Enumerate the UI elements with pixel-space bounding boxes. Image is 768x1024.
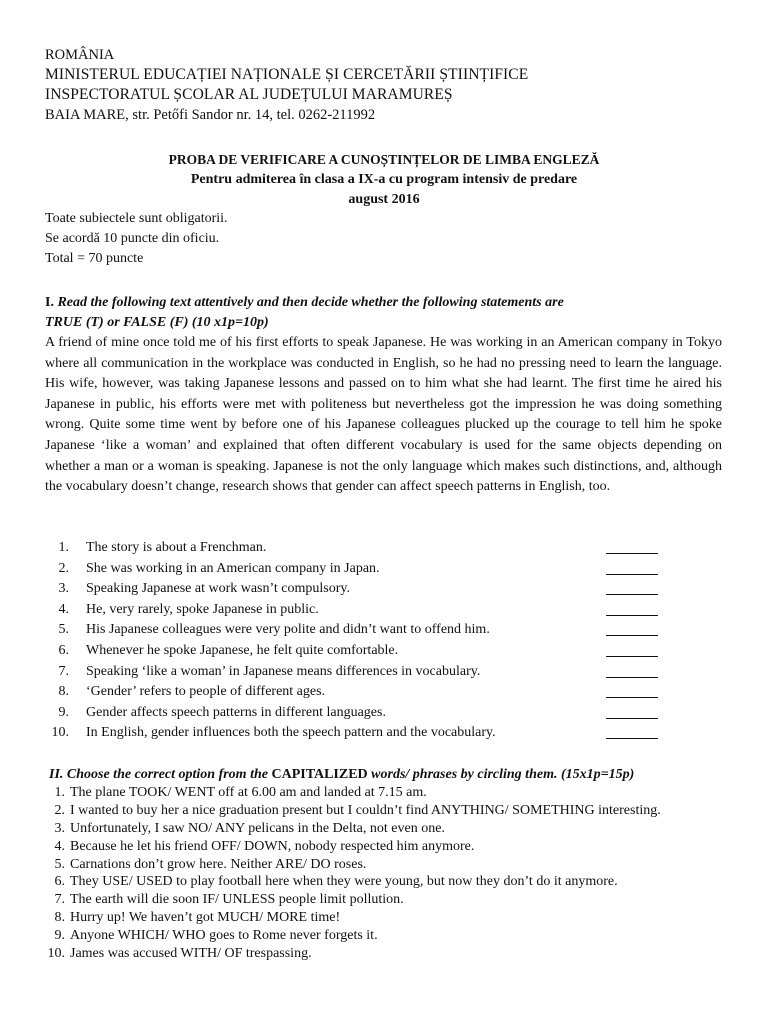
statement-text: The story is about a Frenchman.	[86, 540, 267, 555]
statement-number: 9.	[58, 704, 69, 720]
choice-item	[45, 784, 745, 802]
choice-item	[45, 927, 745, 945]
answer-blank[interactable]	[606, 579, 658, 595]
choice-sentence: Hurry up! We haven’t got MUCH/ MORE time!	[70, 910, 341, 926]
answer-blank[interactable]	[606, 682, 658, 698]
choice-number: 5.	[54, 856, 65, 872]
note-line: Toate subiectele sunt obligatorii.	[45, 211, 228, 226]
choice-sentence: They USE/ USED to play football here when they were young, but now they don’t do it anymore.	[70, 874, 618, 890]
statement-number: 4.	[58, 601, 69, 617]
statement-text: Gender affects speech patterns in different languages.	[86, 704, 386, 720]
statement-item	[45, 600, 665, 621]
reading-passage: A friend of mine once told me of his first efforts to speak Japanese. He was working in an American company in Tokyo where all communication in the workplace was conducted in English, so he had no pressing need to learn the language. His wife, however, was taking Japanese lessons and passed on to him what she had learnt. The first time he aired his Japanese in public, his efforts were met with politeness but nevertheless got the impression he was doing something wrong. Quite some time went by before one of his Japanese colleagues plucked up the courage to tell him he spoke Japanese ‘like a woman’ and explained that often different vocabulary is used for the same objects depending on whether a man or a woman is speaking. Japanese is not the only language which makes such distinctions, and, although the vocabulary doesn’t change, research shows that gender can affect speech patterns in English, too.	[45, 335, 722, 495]
ministry-line: MINISTERUL EDUCAȚIEI NAȚIONALE ȘI CERCETĂRII ȘTIINȚIFICE	[45, 66, 529, 83]
statement-item	[45, 703, 665, 724]
statement-number: 5.	[58, 622, 69, 638]
section-2-heading	[49, 765, 634, 785]
choice-sentence: James was accused WITH/ OF trespassing.	[70, 946, 312, 962]
choice-sentence: The plane TOOK/ WENT off at 6.00 am and landed at 7.15 am.	[70, 785, 427, 800]
statement-number: 6.	[58, 642, 69, 658]
choice-number: 3.	[54, 820, 65, 836]
statement-text: His Japanese colleagues were very polite and didn’t want to offend him.	[86, 622, 490, 638]
choice-number: 10.	[47, 946, 65, 962]
choice-item	[45, 945, 745, 963]
section-1-number: I.	[45, 295, 54, 310]
section-1-instruction-b: TRUE (T) or FALSE (F) (10 x1p=10p)	[45, 315, 269, 330]
statement-number: 10.	[51, 725, 69, 741]
statement-text: Speaking Japanese at work wasn’t compulsory.	[86, 581, 350, 597]
choice-sentence: Carnations don’t grow here. Neither ARE/ DO roses.	[70, 856, 367, 872]
choice-number: 7.	[54, 892, 65, 908]
choice-number: 1.	[54, 785, 65, 800]
choice-sentence: I wanted to buy her a nice graduation present but I couldn’t find ANYTHING/ SOMETHING interesting.	[70, 802, 661, 818]
section-1-instruction-a: Read the following text attentively and then decide whether the following statements are	[57, 295, 564, 310]
statement-item	[45, 641, 665, 662]
statement-item	[45, 538, 665, 559]
statement-number: 1.	[58, 540, 69, 555]
answer-blank[interactable]	[606, 703, 658, 719]
statement-text: ‘Gender’ refers to people of different ages.	[86, 684, 326, 700]
choice-item	[45, 909, 745, 927]
statement-number: 3.	[58, 581, 69, 597]
statement-item	[45, 682, 665, 703]
exam-title: PROBA DE VERIFICARE A CUNOȘTINȚELOR DE LIMBA ENGLEZĂ	[168, 152, 600, 167]
answer-blank[interactable]	[606, 620, 658, 636]
answer-blank[interactable]	[606, 662, 658, 678]
statement-item	[45, 723, 665, 744]
statement-text: Whenever he spoke Japanese, he felt quite comfortable.	[86, 642, 399, 658]
answer-blank[interactable]	[606, 538, 658, 554]
choice-number: 6.	[54, 874, 65, 890]
statement-text: He, very rarely, spoke Japanese in public.	[86, 601, 319, 617]
choice-item	[45, 873, 745, 891]
statement-text: She was working in an American company in Japan.	[86, 560, 380, 576]
choice-list	[45, 784, 745, 963]
section-2-heading-b: words/ phrases by circling them. (15x1p=15p)	[367, 767, 635, 782]
country-line: ROMÂNIA	[45, 47, 115, 63]
choice-item	[45, 802, 745, 820]
section-2-heading-a: II. Choose the correct option from the	[49, 767, 272, 782]
exam-titles	[0, 150, 768, 210]
choice-number: 9.	[54, 928, 65, 944]
statement-text: Speaking ‘like a woman’ in Japanese means differences in vocabulary.	[86, 663, 481, 679]
address-line: BAIA MARE, str. Petőfi Sandor nr. 14, tel. 0262-211992	[45, 107, 376, 123]
statement-number: 2.	[58, 560, 69, 576]
statement-item	[45, 559, 665, 580]
statement-item	[45, 620, 665, 641]
true-false-list	[45, 538, 665, 744]
choice-sentence: The earth will die soon IF/ UNLESS people limit pollution.	[70, 892, 404, 908]
exam-notes	[45, 209, 228, 269]
choice-item	[45, 838, 745, 856]
note-line: Total = 70 puncte	[45, 251, 144, 266]
inspectorate-line: INSPECTORATUL ȘCOLAR AL JUDEȚULUI MARAMUREȘ	[45, 86, 453, 103]
answer-blank[interactable]	[606, 559, 658, 575]
exam-subtitle: Pentru admiterea în clasa a IX-a cu program intensiv de predare	[190, 172, 578, 187]
statement-text: In English, gender influences both the speech pattern and the vocabulary.	[86, 725, 496, 741]
statement-item	[45, 662, 665, 683]
section-1-instruction	[45, 293, 725, 333]
choice-item	[45, 856, 745, 874]
choice-number: 8.	[54, 910, 65, 926]
answer-blank[interactable]	[606, 600, 658, 616]
choice-item	[45, 820, 745, 838]
statement-item	[45, 579, 665, 600]
section-2-heading-caps: CAPITALIZED	[271, 767, 368, 782]
statement-number: 7.	[58, 663, 69, 679]
letterhead	[45, 45, 528, 125]
note-line: Se acordă 10 puncte din oficiu.	[45, 231, 220, 246]
choice-number: 2.	[54, 802, 65, 818]
statement-number: 8.	[58, 684, 69, 700]
choice-sentence: Unfortunately, I saw NO/ ANY pelicans in the Delta, not even one.	[70, 820, 445, 836]
choice-item	[45, 891, 745, 909]
answer-blank[interactable]	[606, 641, 658, 657]
choice-sentence: Anyone WHICH/ WHO goes to Rome never forgets it.	[70, 928, 378, 944]
choice-sentence: Because he let his friend OFF/ DOWN, nobody respected him anymore.	[70, 838, 475, 854]
answer-blank[interactable]	[606, 723, 658, 739]
exam-date: august 2016	[348, 192, 420, 207]
choice-number: 4.	[54, 838, 65, 854]
